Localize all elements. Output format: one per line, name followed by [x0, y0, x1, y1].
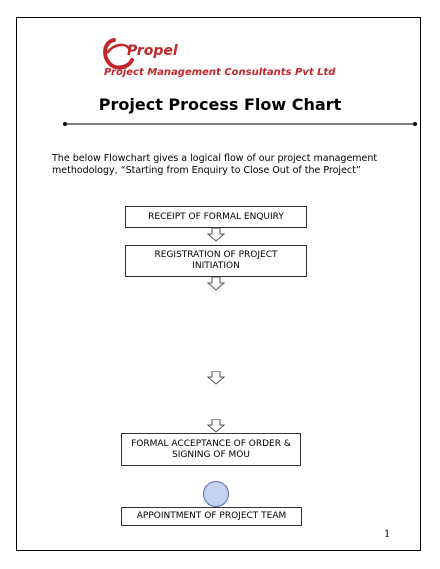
page-number: 1: [384, 529, 391, 540]
flow-step-label: RECEIPT OF FORMAL ENQUIRY: [148, 211, 284, 222]
intro-paragraph: [52, 153, 382, 177]
flow-step-label-line-2: SIGNING OF MOU: [172, 449, 250, 460]
flow-step-registration: [125, 245, 307, 277]
down-arrow-icon: [207, 419, 225, 433]
down-arrow-icon: [207, 228, 225, 242]
intro-line-1: The below Flowchart gives a logical flow of our project management: [52, 153, 378, 164]
page-title: Project Process Flow Chart: [98, 95, 342, 114]
flow-step-appointment-team: [121, 507, 302, 526]
down-arrow-icon: [207, 371, 225, 385]
company-name: Project Management Consultants Pvt Ltd: [104, 67, 336, 78]
flow-step-label: APPOINTMENT OF PROJECT TEAM: [136, 511, 287, 521]
down-arrow-icon: [207, 277, 225, 291]
title-divider: [62, 121, 418, 127]
flow-step-label-line-1: FORMAL ACCEPTANCE OF ORDER &: [131, 438, 291, 449]
flow-step-formal-acceptance: [121, 433, 301, 466]
flow-step-label-line-2: INITIATION: [192, 261, 240, 271]
flow-step-receipt-enquiry: [125, 206, 307, 228]
brand-name: Propel: [127, 43, 178, 59]
flow-step-label-line-1: REGISTRATION OF PROJECT: [154, 250, 278, 260]
connector-circle: [203, 481, 229, 507]
intro-line-2: methodology, “Starting from Enquiry to Close Out of the Project”: [52, 165, 361, 176]
